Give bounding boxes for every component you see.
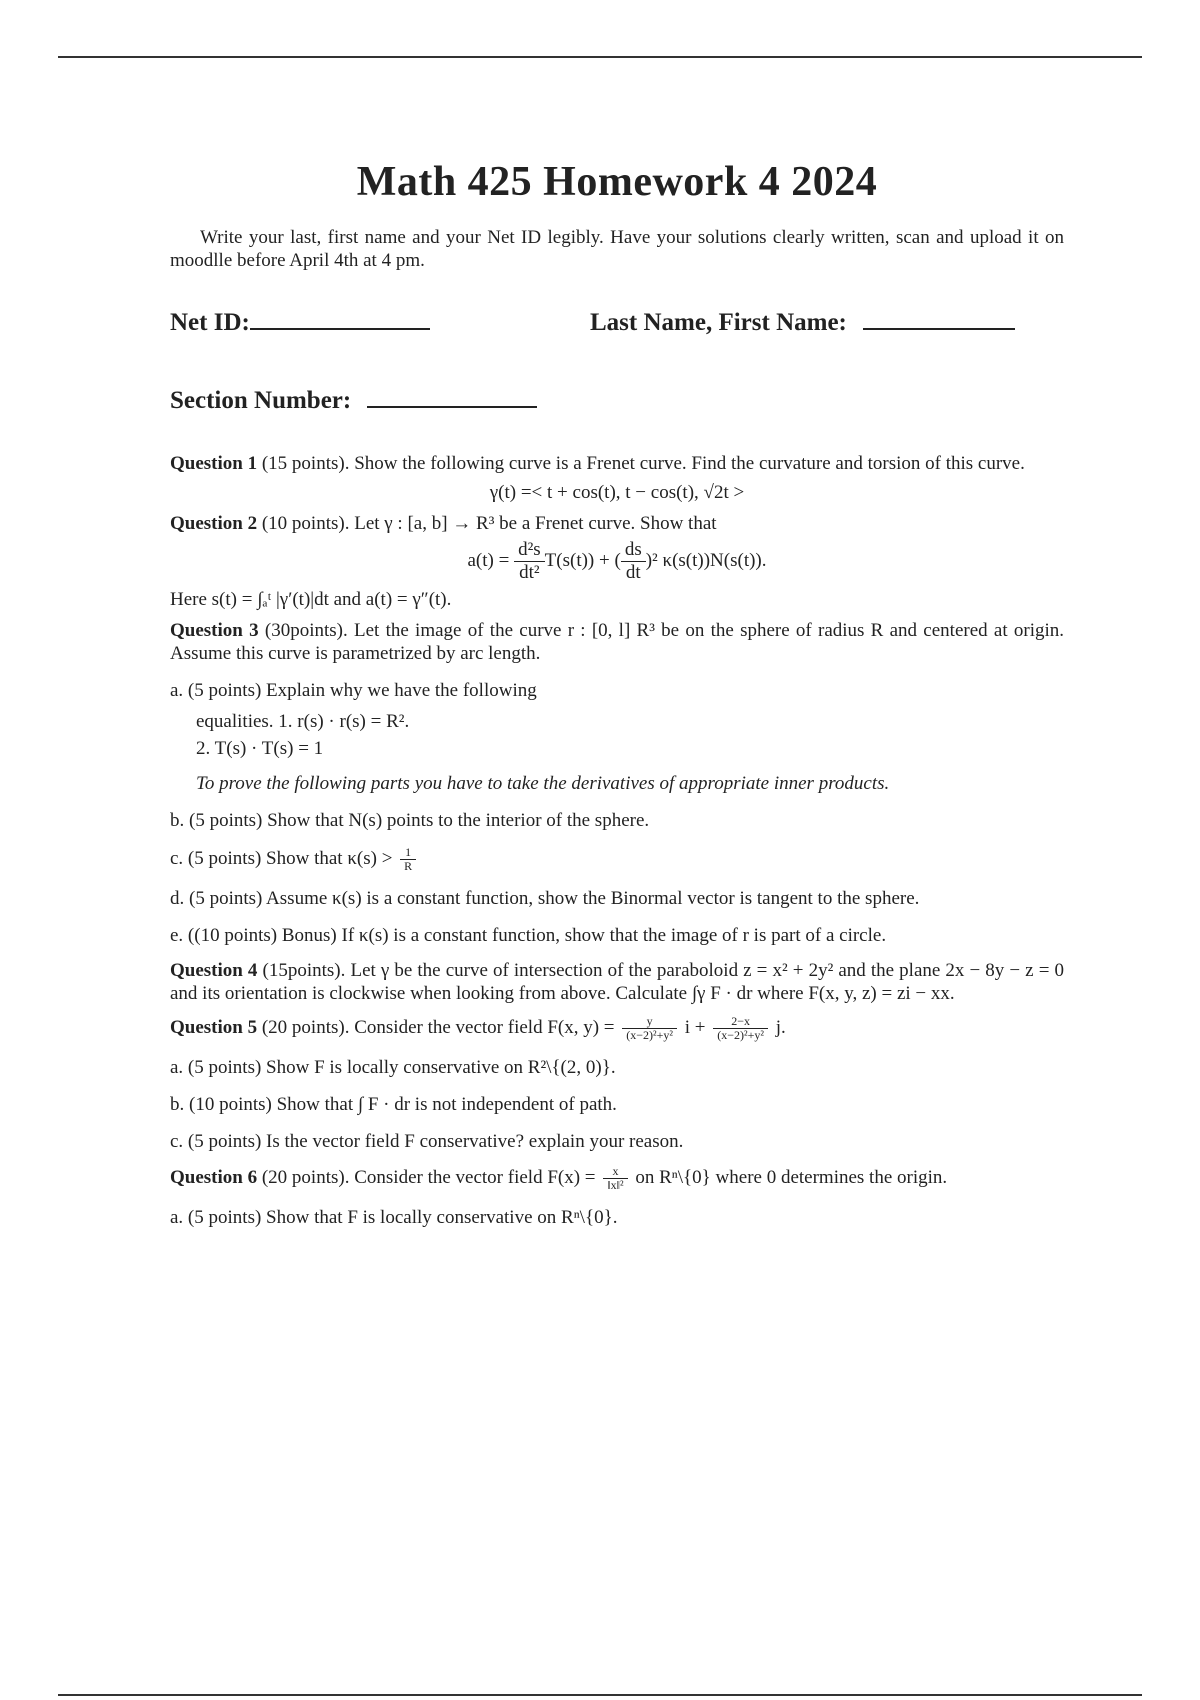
- question-1-label: Question 1: [170, 453, 258, 474]
- q5-end: j.: [775, 1016, 786, 1038]
- question-3b: b. (5 points) Show that N(s) points to the interior of the sphere.: [170, 810, 650, 831]
- q5-fraction-1: [622, 1015, 677, 1042]
- q2-rhs: )² κ(s(t))N(s(t)).: [645, 549, 767, 571]
- net-id-field[interactable]: [170, 306, 430, 337]
- net-id-blank[interactable]: [250, 306, 430, 330]
- question-3a-eq1: equalities. 1. r(s) · r(s) = R².: [196, 711, 410, 732]
- q2-fraction-1: [514, 539, 545, 584]
- name-blank[interactable]: [863, 306, 1015, 330]
- name-label: Last Name, First Name:: [590, 309, 847, 336]
- question-4-points: (15points).: [262, 960, 346, 981]
- question-1-equation: γ(t) =< t + cos(t), t − cos(t), √2t >: [489, 482, 745, 503]
- section-blank[interactable]: [367, 384, 537, 408]
- question-3a: a. (5 points) Explain why we have the following: [170, 680, 537, 701]
- question-2: [170, 512, 1064, 535]
- question-3-label: Question 3: [170, 620, 259, 641]
- bottom-rule: [58, 1694, 1142, 1696]
- q2-frac1-numerator: d²s: [514, 539, 545, 562]
- name-field[interactable]: [590, 306, 1015, 337]
- q5-frac2-denominator: (x−2)²+y²: [717, 1028, 764, 1042]
- question-1-text: Show the following curve is a Frenet curve. Find the curvature and torsion of this curve.: [354, 453, 1025, 474]
- question-4-text: Let γ be the curve of intersection of the paraboloid z = x² + 2y² and the plane 2x − 8y − z = 0 and its orientation is clockwise when looking from above. Calculate ∫γ F · dr where F(x, y, z) = zi − xx.: [170, 960, 1064, 1004]
- q2-fraction-2: [621, 539, 646, 584]
- question-3-note: To prove the following parts you have to take the derivatives of appropriate inner products.: [196, 773, 890, 794]
- question-2-points: (10 points).: [261, 513, 350, 534]
- question-5-label: Question 5: [170, 1016, 258, 1038]
- intro-paragraph: Write your last, first name and your Net ID legibly. Have your solutions clearly written, scan and upload it on moodlle before April 4th at 4 pm.: [170, 227, 1064, 271]
- question-6a: a. (5 points) Show that F is locally conservative on Rⁿ\{0}.: [170, 1207, 618, 1228]
- q5-frac1-denominator: (x−2)²+y²: [626, 1028, 673, 1042]
- question-6-text-end: on Rⁿ\{0} where 0 determines the origin.: [635, 1166, 948, 1188]
- question-3c-fraction: [400, 846, 416, 873]
- q6-numerator: x: [603, 1165, 627, 1179]
- question-2-equation: [170, 539, 1064, 584]
- q2-frac2-numerator: ds: [621, 539, 646, 562]
- q5-fraction-2: [713, 1015, 768, 1042]
- q5-frac1-numerator: y: [622, 1015, 677, 1029]
- question-3c-text: c. (5 points) Show that κ(s) >: [170, 847, 393, 869]
- question-4-label: Question 4: [170, 960, 258, 981]
- question-1: [170, 452, 1064, 475]
- question-2-text: Let γ : [a, b] → R³ be a Frenet curve. Show that: [354, 513, 717, 534]
- question-5c: c. (5 points) Is the vector field F conservative? explain your reason.: [170, 1131, 684, 1152]
- homework-page: [170, 150, 1064, 1229]
- question-2-here: Here s(t) = ∫ₐᵗ |γ′(t)|dt and a(t) = γ″(t).: [170, 589, 452, 610]
- net-id-label: Net ID:: [170, 309, 250, 336]
- question-6-label: Question 6: [170, 1166, 258, 1188]
- page-title: Math 425 Homework 4 2024: [356, 159, 878, 205]
- question-3-points: (30points).: [264, 620, 348, 641]
- question-6-points: (20 points).: [261, 1166, 350, 1188]
- question-1-points: (15 points).: [261, 453, 350, 474]
- question-3: [170, 619, 1064, 665]
- question-5-text: Consider the vector field F(x, y) =: [354, 1016, 615, 1038]
- q2-frac2-denominator: dt: [625, 562, 641, 583]
- question-6-text-start: Consider the vector field F(x) =: [354, 1166, 596, 1188]
- section-field[interactable]: [170, 384, 537, 415]
- question-5-points: (20 points).: [261, 1016, 350, 1038]
- q2-lhs: a(t) =: [467, 549, 510, 571]
- q3c-denominator: R: [404, 859, 413, 873]
- question-2-label: Question 2: [170, 513, 258, 534]
- student-info-fields: [170, 294, 1064, 444]
- question-3d: d. (5 points) Assume κ(s) is a constant function, show the Binormal vector is tangent to the sphere.: [170, 888, 920, 909]
- question-3c: [170, 846, 1064, 873]
- question-4: [170, 959, 1064, 1005]
- q6-fraction: [603, 1165, 627, 1192]
- q3c-numerator: 1: [400, 846, 416, 860]
- question-5a: a. (5 points) Show F is locally conservative on R²\{(2, 0)}.: [170, 1057, 616, 1078]
- q2-frac1-denominator: dt²: [519, 562, 540, 583]
- question-3-text: Let the image of the curve r : [0, l] R³ be on the sphere of radius R and centered at origin. Assume this curve is parametrized by arc length.: [170, 620, 1065, 664]
- q2-mid: T(s(t)) + (: [544, 549, 621, 571]
- question-3e: e. ((10 points) Bonus) If κ(s) is a constant function, show that the image of r is part of a circle.: [170, 925, 887, 946]
- question-3a-eq2: 2. T(s) · T(s) = 1: [196, 738, 324, 759]
- question-6: [170, 1165, 1064, 1192]
- question-5b: b. (10 points) Show that ∫ F · dr is not independent of path.: [170, 1094, 617, 1115]
- q5-frac2-numerator: 2−x: [713, 1015, 768, 1029]
- section-label: Section Number:: [170, 387, 352, 414]
- q6-denominator: ‖x‖²: [607, 1178, 624, 1192]
- q5-mid: i +: [684, 1016, 706, 1038]
- question-5: [170, 1015, 1064, 1042]
- top-rule: [58, 56, 1142, 58]
